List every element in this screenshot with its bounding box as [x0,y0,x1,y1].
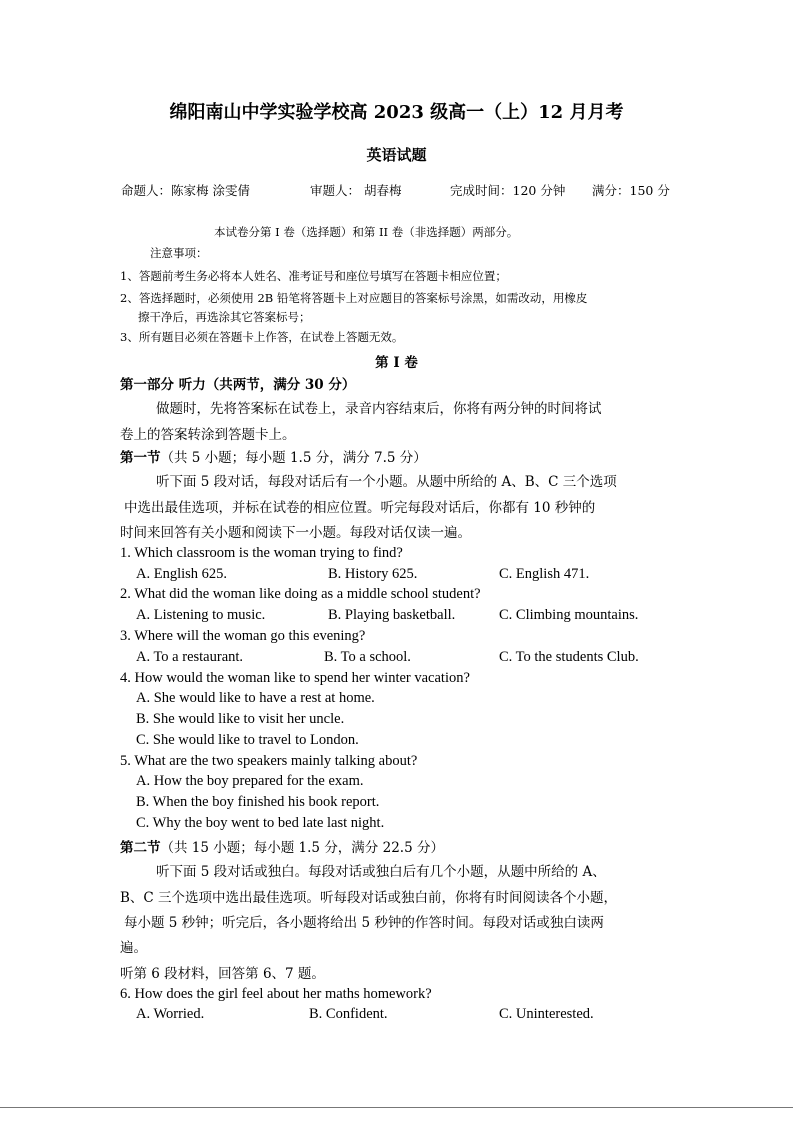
q4-option-a: A. She would like to have a rest at home. [136,690,375,706]
note-2-cont: 擦干净后，再选涂其它答案标号； [138,310,311,324]
part1-heading: 第一部分 听力（共两节，满分 30 分） [120,377,356,393]
section1-line-2: 中选出最佳选项，并标在试卷的相应位置。听完每段对话后，你都有 10 秒钟的 [124,500,596,516]
composers: 命题人：陈家梅 涂雯倩 [121,183,250,198]
note-3: 3、所有题目必须在答题卡上作答，在试卷上答题无效。 [120,330,404,344]
question-1: 1. Which classroom is the woman trying to find? [120,545,403,561]
q1-option-b: B. History 625. [328,566,418,582]
section1-desc: （共 5 小题；每小题 1.5 分，满分 7.5 分） [160,450,427,466]
material-6-heading: 听第 6 段材料，回答第 6、7 题。 [120,966,325,982]
total-score: 满分：150 分 [592,183,670,198]
q2-option-c: C. Climbing mountains. [499,607,639,623]
section1-line-3: 时间来回答有关小题和阅读下一小题。每段对话仅读一遍。 [120,525,471,541]
question-5: 5. What are the two speakers mainly talking about? [120,753,418,769]
q5-option-c: C. Why the boy went to bed late last night. [136,815,385,831]
q3-option-a: A. To a restaurant. [136,649,244,665]
q5-option-b: B. When the boy finished his book report. [136,794,380,810]
q5-option-a: A. How the boy prepared for the exam. [136,773,364,789]
part1-intro-1: 做题时，先将答案标在试卷上，录音内容结束后，你将有两分钟的时间将试 [156,401,602,417]
q4-option-b: B. She would like to visit her uncle. [136,711,345,727]
part1-intro-2: 卷上的答案转涂到答题卡上。 [120,427,296,443]
section2-desc: （共 15 小题；每小题 1.5 分，满分 22.5 分） [160,840,444,856]
question-3: 3. Where will the woman go this evening? [120,628,366,644]
question-6: 6. How does the girl feel about her maths homework? [120,986,432,1002]
section2-heading [120,836,444,856]
q2-option-a: A. Listening to music. [136,607,266,623]
page-bottom-divider [0,1107,793,1108]
volume-title: 第 I 卷 [375,355,418,371]
section2-line-4: 遍。 [120,940,147,956]
q3-option-c: C. To the students Club. [499,649,639,665]
note-2: 2、答选择题时，必须使用 2B 铅笔将答题卡上对应题目的答案标号涂黑，如需改动，用橡皮 [120,291,588,305]
reviewer: 审题人： 胡春梅 [310,183,402,198]
question-2: 2. What did the woman like doing as a middle school student? [120,586,481,602]
duration: 完成时间：120 分钟 [450,183,566,198]
q4-option-c: C. She would like to travel to London. [136,732,359,748]
q6-option-a: A. Worried. [136,1006,205,1022]
exam-subject: 英语试题 [366,146,427,164]
q3-option-b: B. To a school. [324,649,411,665]
question-4: 4. How would the woman like to spend her winter vacation? [120,670,470,686]
section2-label: 第二节 [120,840,161,856]
q6-option-c: C. Uninterested. [499,1006,594,1022]
note-1: 1、答题前考生务必将本人姓名、准考证号和座位号填写在答题卡相应位置； [120,269,507,283]
section1-label: 第一节 [120,450,161,466]
section1-heading [120,446,427,466]
section2-line-3: 每小题 5 秒钟；听完后，各小题将给出 5 秒钟的作答时间。每段对话或独白读两 [124,915,604,931]
q6-option-b: B. Confident. [309,1006,388,1022]
paper-intro: 本试卷分第 I 卷（选择题）和第 II 卷（非选择题）两部分。 [214,225,519,239]
exam-title: 绵阳南山中学实验学校高 2023 级高一（上）12 月月考 [169,102,624,123]
q2-option-b: B. Playing basketball. [328,607,456,623]
section2-line-1: 听下面 5 段对话或独白。每段对话或独白后有几个小题，从题中所给的 A、 [156,864,606,880]
q1-option-a: A. English 625. [136,566,228,582]
q1-option-c: C. English 471. [499,566,590,582]
notes-heading: 注意事项： [150,246,208,260]
section1-line-1: 听下面 5 段对话，每段对话后有一个小题。从题中所给的 A、B、C 三个选项 [156,474,617,490]
section2-line-2: B、C 三个选项中选出最佳选项。听每段对话或独白前，你将有时间阅读各个小题， [120,890,618,906]
